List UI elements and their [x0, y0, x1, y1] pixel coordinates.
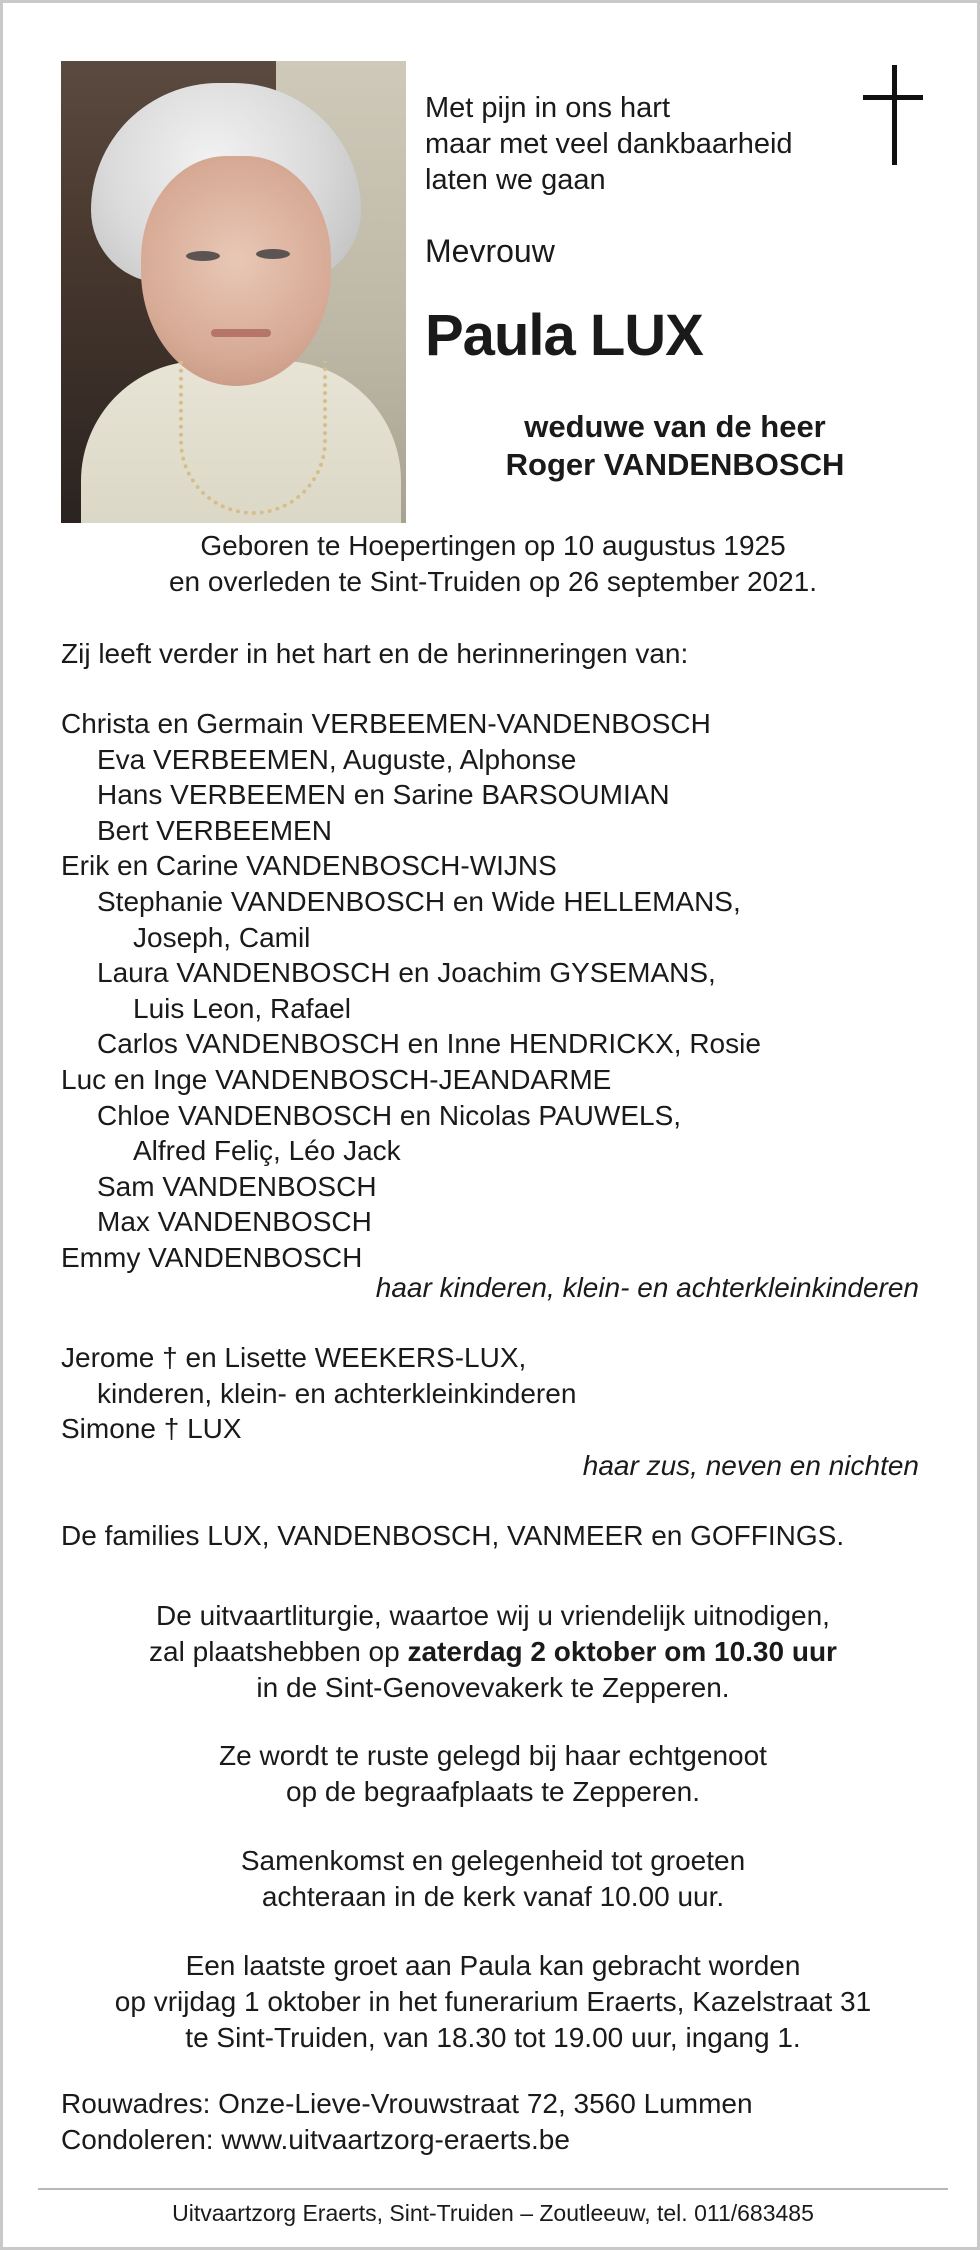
- death-line: en overleden te Sint-Truiden op 26 september 2021.: [168, 566, 818, 597]
- portrait-photo: [61, 61, 406, 523]
- burial-block: [3, 1738, 980, 1810]
- relative-line: Carlos VANDENBOSCH en Inne HENDRICKX, Rosie: [97, 1028, 761, 1060]
- farewell-line: te Sint-Truiden, van 18.30 tot 19.00 uur, ingang 1.: [185, 2022, 801, 2053]
- intro-line: maar met veel dankbaarheid: [425, 128, 793, 160]
- liturgy-line: in de Sint-Genovevakerk te Zepperen.: [256, 1672, 730, 1703]
- liturgy-date: zaterdag 2 oktober om 10.30 uur: [407, 1636, 837, 1667]
- relative-line: Laura VANDENBOSCH en Joachim GYSEMANS,: [97, 957, 716, 989]
- sibling-line: Jerome † en Lisette WEEKERS-LUX,: [61, 1342, 527, 1373]
- gathering-block: [3, 1843, 980, 1915]
- relative-line: Chloe VANDENBOSCH en Nicolas PAUWELS,: [97, 1099, 682, 1131]
- intro-line: laten we gaan: [425, 164, 606, 196]
- relative-line: Joseph, Camil: [133, 921, 311, 953]
- liturgy-line: De uitvaartliturgie, waartoe wij u vriendelijk uitnodigen,: [156, 1600, 830, 1631]
- cross-icon: [863, 65, 923, 165]
- relative-line: Christa en Germain VERBEEMEN-VANDENBOSCH: [61, 708, 711, 739]
- siblings-caption: haar zus, neven en nichten: [582, 1450, 919, 1481]
- widow-line: Roger VANDENBOSCH: [505, 447, 845, 482]
- intro-line: Met pijn in ons hart: [425, 92, 671, 124]
- memory-intro: Zij leeft verder in het hart en de herinneringen van:: [61, 638, 689, 669]
- relatives-list: [61, 706, 761, 1276]
- sibling-line: Simone † LUX: [61, 1413, 242, 1445]
- gathering-line: achteraan in de kerk vanaf 10.00 uur.: [261, 1881, 725, 1912]
- relatives-caption: haar kinderen, klein- en achterkleinkinderen: [375, 1272, 919, 1303]
- contact-block: [61, 2086, 753, 2158]
- relative-line: Alfred Feliç, Léo Jack: [133, 1135, 401, 1167]
- relative-line: Sam VANDENBOSCH: [97, 1170, 377, 1202]
- burial-line: op de begraafplaats te Zepperen.: [285, 1776, 701, 1807]
- condolence-link[interactable]: Condoleren: www.uitvaartzorg-eraerts.be: [61, 2124, 570, 2155]
- relative-line: Max VANDENBOSCH: [97, 1206, 372, 1238]
- siblings-list: [61, 1340, 576, 1447]
- relative-line: Luis Leon, Rafael: [133, 992, 351, 1024]
- liturgy-block: [3, 1598, 980, 1706]
- widow-of: [425, 408, 925, 484]
- deceased-name: Paula LUX: [425, 303, 703, 368]
- widow-line: weduwe van de heer: [524, 409, 826, 444]
- birth-line: Geboren te Hoepertingen op 10 augustus 1925: [200, 530, 786, 561]
- farewell-line: op vrijdag 1 oktober in het funerarium Eraerts, Kazelstraat 31: [114, 1986, 872, 2017]
- relative-line: Emmy VANDENBOSCH: [61, 1241, 363, 1273]
- birth-death: [3, 528, 980, 600]
- intro-text: [425, 90, 793, 198]
- relative-line: Bert VERBEEMEN: [97, 814, 332, 846]
- sibling-line: kinderen, klein- en achterkleinkinderen: [97, 1377, 577, 1409]
- liturgy-line: [3, 1634, 980, 1670]
- relative-line: Erik en Carine VANDENBOSCH-WIJNS: [61, 850, 557, 882]
- liturgy-text: zal plaatshebben op: [149, 1636, 408, 1667]
- mourning-address: Rouwadres: Onze-Lieve-Vrouwstraat 72, 3560 Lummen: [61, 2088, 753, 2119]
- funeral-home-footer: Uitvaartzorg Eraerts, Sint-Truiden – Zoutleeuw, tel. 011/683485: [172, 2200, 814, 2226]
- farewell-block: [3, 1948, 980, 2056]
- gathering-line: Samenkomst en gelegenheid tot groeten: [240, 1845, 746, 1876]
- footer-divider: [38, 2188, 948, 2190]
- relative-line: Stephanie VANDENBOSCH en Wide HELLEMANS,: [97, 885, 741, 917]
- burial-line: Ze wordt te ruste gelegd bij haar echtgenoot: [219, 1740, 767, 1771]
- farewell-line: Een laatste groet aan Paula kan gebracht worden: [185, 1950, 801, 1981]
- relative-line: Hans VERBEEMEN en Sarine BARSOUMIAN: [97, 779, 670, 811]
- families-line: De families LUX, VANDENBOSCH, VANMEER en GOFFINGS.: [61, 1520, 845, 1551]
- relative-line: Luc en Inge VANDENBOSCH-JEANDARME: [61, 1063, 612, 1095]
- relative-line: Eva VERBEEMEN, Auguste, Alphonse: [97, 743, 577, 775]
- title-prefix: Mevrouw: [425, 233, 555, 269]
